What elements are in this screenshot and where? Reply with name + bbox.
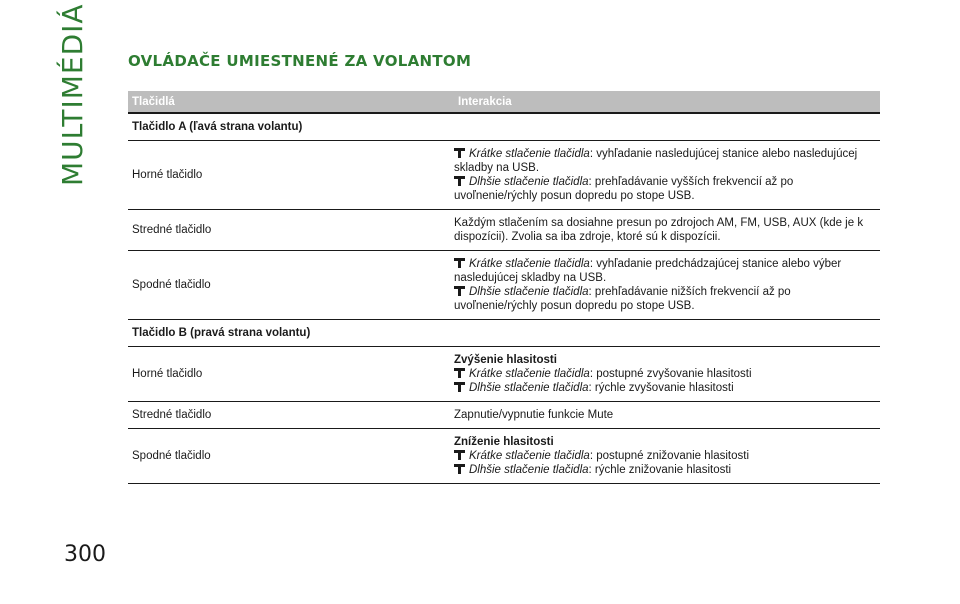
row-interaction: Každým stlačením sa dosiahne presun po zdrojoch AM, FM, USB, AUX (kde je k dispozícii). Zvolia sa iba zdroje, ktoré sú k dispozícii. — [450, 210, 880, 251]
entry-kind: Krátke stlačenie tlačidla — [469, 450, 590, 462]
press-icon — [454, 382, 465, 392]
entry-text: : vyhľadanie nasledujúcej stanice alebo nasledujúcej skladby na USB. — [454, 148, 858, 174]
press-icon — [454, 286, 465, 296]
press-icon — [454, 450, 465, 460]
entry-text: : rýchle zvyšovanie hlasitosti — [588, 382, 734, 394]
entry-text: : vyhľadanie predchádzajúcej stanice alebo výber nasledujúcej skladby na USB. — [454, 258, 842, 284]
entry-short-press — [454, 449, 876, 463]
entry-heading: Zvýšenie hlasitosti — [454, 354, 557, 366]
row-label: Spodné tlačidlo — [128, 429, 450, 484]
entry-text: : postupné zvyšovanie hlasitosti — [589, 368, 752, 380]
table-header-row — [128, 91, 880, 113]
group-a-title: Tlačidlo A (ľavá strana volantu) — [128, 113, 880, 141]
group-row — [128, 113, 880, 141]
entry-short-press — [454, 147, 876, 175]
row-label: Spodné tlačidlo — [128, 251, 450, 320]
entry-long-press — [454, 381, 876, 395]
section-heading: OVLÁDAČE UMIESTNENÉ ZA VOLANTOM — [128, 52, 472, 70]
press-icon — [454, 176, 465, 186]
table-row — [128, 347, 880, 402]
entry-kind: Krátke stlačenie tlačidla — [469, 368, 590, 380]
row-interaction: Zapnutie/vypnutie funkcie Mute — [450, 402, 880, 429]
group-b-title: Tlačidlo B (pravá strana volantu) — [128, 320, 880, 347]
entry-kind: Dlhšie stlačenie tlačidla — [469, 382, 589, 394]
entry-short-press — [454, 367, 876, 381]
row-interaction — [450, 251, 880, 320]
row-label: Horné tlačidlo — [128, 347, 450, 402]
press-icon — [454, 464, 465, 474]
entry-kind: Krátke stlačenie tlačidla — [469, 148, 590, 160]
entry-kind: Dlhšie stlačenie tlačidla — [469, 176, 589, 188]
entry-text: : postupné znižovanie hlasitosti — [589, 450, 749, 462]
table-row — [128, 402, 880, 429]
header-interaction: Interakcia — [450, 91, 880, 113]
entry-long-press — [454, 285, 876, 313]
row-interaction — [450, 141, 880, 210]
entry-kind: Krátke stlačenie tlačidla — [469, 258, 590, 270]
press-icon — [454, 258, 465, 268]
entry-short-press — [454, 257, 876, 285]
entry-kind: Dlhšie stlačenie tlačidla — [469, 286, 589, 298]
entry-text: : rýchle znižovanie hlasitosti — [588, 464, 732, 476]
controls-table — [128, 91, 880, 484]
group-row — [128, 320, 880, 347]
chapter-side-title: MULTIMÉDIÁ — [56, 3, 89, 186]
row-interaction — [450, 429, 880, 484]
row-label: Horné tlačidlo — [128, 141, 450, 210]
entry-text: : prehľadávanie nižších frekvencií až po uvoľnenie/rýchly posun dopredu po stope USB. — [454, 286, 791, 312]
header-buttons: Tlačidlá — [128, 91, 450, 113]
table-row — [128, 210, 880, 251]
entry-text: : prehľadávanie vyšších frekvencií až po uvoľnenie/rýchly posun dopredu po stope USB. — [454, 176, 794, 202]
entry-long-press — [454, 175, 876, 203]
entry-long-press — [454, 463, 876, 477]
table-row — [128, 141, 880, 210]
row-label: Stredné tlačidlo — [128, 402, 450, 429]
entry-kind: Dlhšie stlačenie tlačidla — [469, 464, 589, 476]
table-row — [128, 251, 880, 320]
press-icon — [454, 368, 465, 378]
press-icon — [454, 148, 465, 158]
entry-heading: Zníženie hlasitosti — [454, 436, 554, 448]
row-interaction — [450, 347, 880, 402]
page-number: 300 — [64, 542, 106, 567]
table-row — [128, 429, 880, 484]
row-label: Stredné tlačidlo — [128, 210, 450, 251]
